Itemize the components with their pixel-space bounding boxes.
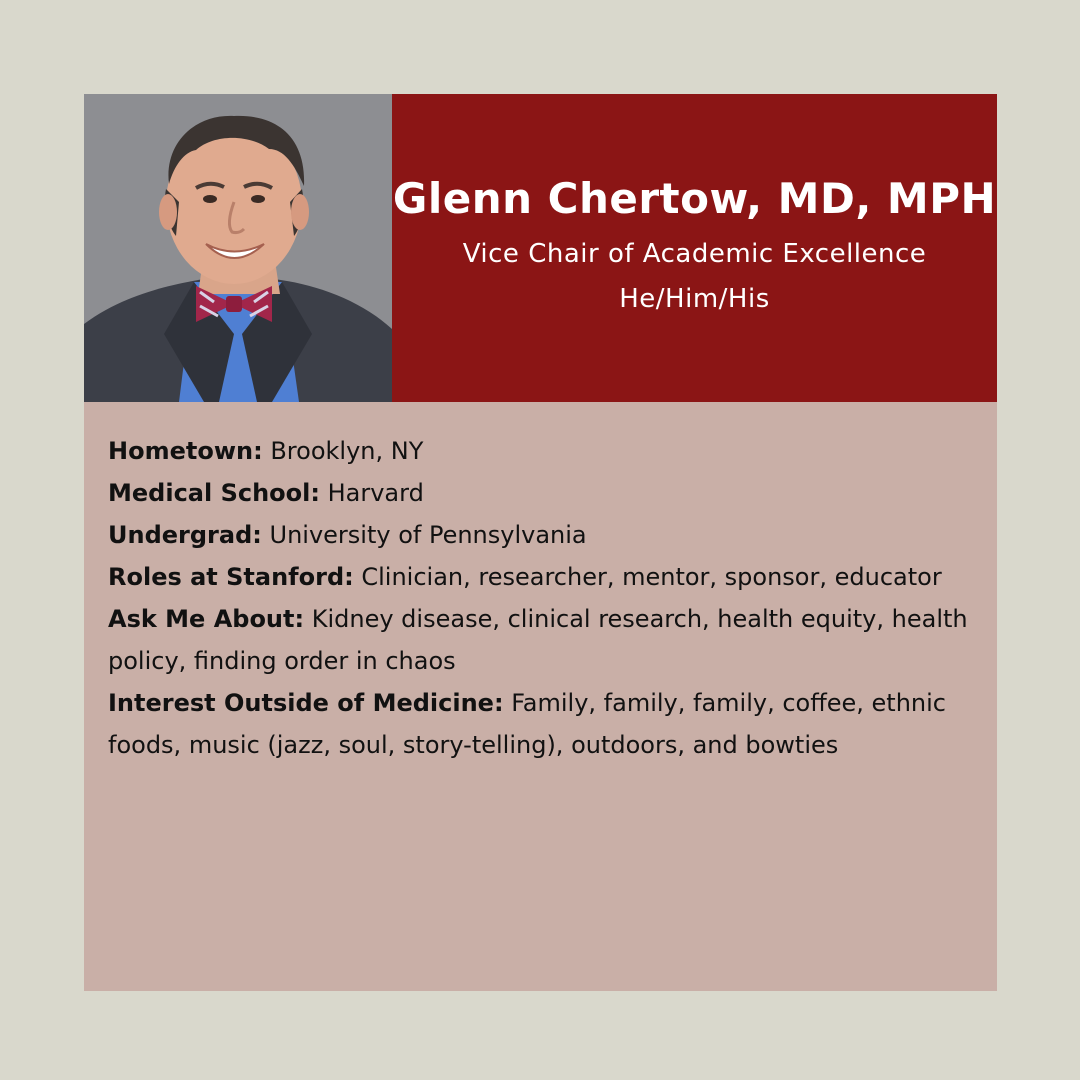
- profile-card: [84, 94, 997, 991]
- detail-label: Ask Me About:: [108, 605, 305, 633]
- detail-ask-me-about: [108, 598, 968, 682]
- detail-value: Kidney disease, clinical research, health equity, health policy, finding order in chaos: [108, 605, 968, 675]
- detail-label: Undergrad:: [108, 521, 262, 549]
- portrait-photo-icon: [84, 94, 392, 402]
- profile-name: Glenn Chertow, MD, MPH: [392, 174, 997, 223]
- detail-hometown: [108, 430, 968, 472]
- detail-value: Harvard: [327, 479, 424, 507]
- detail-label: Medical School:: [108, 479, 320, 507]
- detail-value: Brooklyn, NY: [270, 437, 424, 465]
- detail-label: Interest Outside of Medicine:: [108, 689, 504, 717]
- profile-photo: [84, 94, 392, 402]
- profile-details: [108, 430, 968, 766]
- detail-value: Family, family, family, coffee, ethnic foods, music (jazz, soul, story-telling), outdoors, and bowties: [108, 689, 946, 759]
- profile-header: [84, 94, 997, 402]
- detail-value: University of Pennsylvania: [269, 521, 587, 549]
- detail-value: Clinician, researcher, mentor, sponsor, educator: [361, 563, 942, 591]
- detail-roles: [108, 556, 968, 598]
- detail-label: Roles at Stanford:: [108, 563, 354, 591]
- profile-pronouns: He/Him/His: [619, 284, 770, 314]
- detail-undergrad: [108, 514, 968, 556]
- profile-role: Vice Chair of Academic Excellence: [462, 239, 927, 269]
- detail-label: Hometown:: [108, 437, 263, 465]
- detail-medical-school: [108, 472, 968, 514]
- detail-interests: [108, 682, 968, 766]
- title-block: [392, 94, 997, 402]
